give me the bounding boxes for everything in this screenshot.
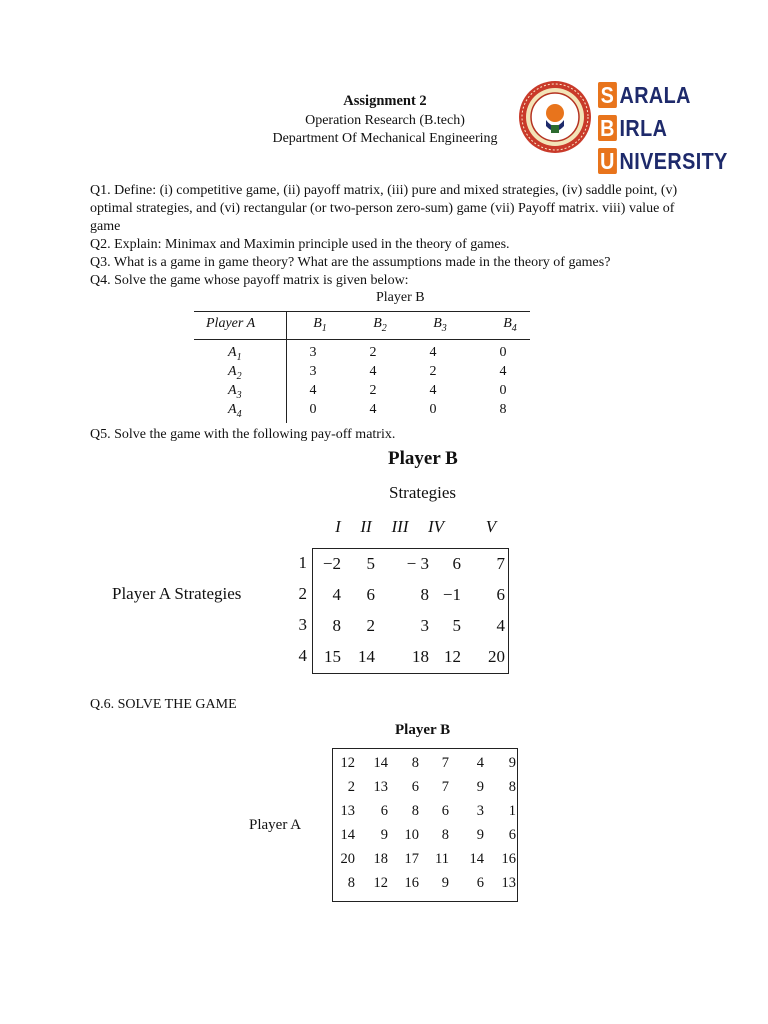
q4-table-cell: 4	[499, 364, 507, 379]
q4-col-header	[366, 316, 394, 334]
q4-row-header-letter: A	[228, 345, 237, 360]
q5-col-header: II	[360, 517, 372, 536]
q4-payoff-table	[194, 311, 530, 423]
q4-row-header-letter: A	[228, 383, 237, 398]
q6-matrix-cell: 4	[476, 755, 484, 771]
q4-col-header-index: 4	[511, 322, 517, 334]
q4-row-header-index: 2	[236, 370, 242, 382]
q6-matrix-cell: 16	[501, 851, 516, 867]
logo-initial: B	[598, 115, 617, 141]
q4-table-cell: 4	[429, 383, 437, 398]
q4-table-cell: 3	[309, 364, 317, 379]
q6-matrix-cell: 8	[347, 875, 355, 891]
q4-table-cell: 0	[499, 383, 507, 398]
q6-matrix-cell: 14	[373, 755, 388, 771]
logo-word: NIVERSITY	[619, 147, 728, 174]
q4-table-cell: 0	[429, 402, 437, 417]
q5-payoff-matrix	[312, 548, 509, 674]
logo-line-sarala	[598, 81, 691, 109]
q4-row-header-letter: A	[228, 402, 237, 417]
q4-col-header-index: 3	[441, 322, 447, 334]
q6-matrix-cell: 3	[476, 803, 484, 819]
q6-matrix-cell: 9	[441, 875, 449, 891]
q4-row-header	[228, 383, 242, 401]
q6-matrix-cell: 6	[411, 779, 419, 795]
course-subtitle: Operation Research (B.tech)	[305, 113, 465, 128]
q5-matrix-cell: 8	[420, 585, 429, 604]
q5-strategies-label: Strategies	[389, 483, 457, 502]
logo-word: ARALA	[619, 81, 691, 108]
q5-matrix-cell: 8	[332, 616, 341, 635]
q6-matrix-cell: 9	[476, 827, 484, 843]
q6-matrix-cell: 12	[373, 875, 388, 891]
q5-row-label: 1	[298, 553, 307, 572]
q5-col-header: V	[485, 517, 497, 536]
table-vertical-rule	[286, 311, 287, 423]
q5-col-header: IV	[427, 517, 445, 536]
q6-payoff-matrix	[332, 748, 518, 902]
q4-col-header-letter: B	[373, 316, 382, 331]
q4-col-header-letter: B	[433, 316, 442, 331]
q4-table-cell: 2	[369, 383, 377, 398]
q6-player-b-title: Player B	[395, 722, 451, 738]
q6-matrix-cell: 6	[508, 827, 516, 843]
q4-table-cell: 2	[369, 345, 377, 360]
q6-matrix-cell: 9	[508, 755, 516, 771]
q4-table-cell: 4	[369, 364, 377, 379]
q6-matrix-cell: 10	[404, 827, 419, 843]
q5-matrix-cell: 5	[366, 554, 375, 573]
question-1: Q1. Define: (i) competitive game, (ii) payoff matrix, (iii) pure and mixed strategies, (iv) saddle point, (v) optimal strategies, and (vi) rectangular (or two-person zero-sum) game (vii) Payoff matrix. viii) value of game	[90, 183, 678, 234]
logo-line-university	[598, 147, 728, 175]
q6-matrix-cell: 13	[340, 803, 355, 819]
q5-row-label: 3	[298, 615, 307, 634]
question-4: Q4. Solve the game whose payoff matrix is given below:	[90, 273, 409, 288]
q4-table-cell: 0	[309, 402, 317, 417]
q4-table-cell: 4	[429, 345, 437, 360]
q6-matrix-cell: 11	[435, 851, 449, 867]
q6-matrix-cell: 14	[340, 827, 355, 843]
question-3: Q3. What is a game in game theory? What are the assumptions made in the theory of games?	[90, 255, 611, 270]
q6-matrix-cell: 6	[441, 803, 449, 819]
q6-matrix-cell: 7	[441, 779, 449, 795]
q6-matrix-cell: 8	[508, 779, 516, 795]
q6-matrix-cell: 8	[411, 803, 419, 819]
q4-row-header-index: 4	[236, 408, 242, 420]
q5-player-a-label: Player A Strategies	[112, 584, 242, 603]
q6-matrix-cell: 8	[411, 755, 419, 771]
q5-matrix-cell: 7	[496, 554, 505, 573]
q5-matrix-cell: 15	[324, 647, 341, 666]
q5-matrix-cell: 20	[488, 647, 505, 666]
q6-matrix-cell: 13	[373, 779, 388, 795]
logo-initial: U	[598, 148, 617, 174]
logo-initial: S	[598, 82, 617, 108]
q4-table-cell: 3	[309, 345, 317, 360]
q4-col-header	[306, 316, 334, 334]
q4-col-header-letter: B	[503, 316, 512, 331]
q6-matrix-cell: 13	[501, 875, 516, 891]
q5-matrix-cell: 4	[332, 585, 341, 604]
q5-matrix-cell: 14	[358, 647, 375, 666]
q4-col-header	[496, 316, 524, 334]
q5-matrix-cell: 6	[452, 554, 461, 573]
q6-matrix-cell: 9	[380, 827, 388, 843]
q4-row-header-letter: A	[228, 364, 237, 379]
q5-row-label: 2	[298, 584, 307, 603]
logo-line-birla	[598, 114, 667, 142]
q6-matrix-cell: 7	[441, 755, 449, 771]
university-seal-logo	[518, 80, 592, 154]
q4-row-header	[228, 364, 242, 382]
q4-col-header-index: 2	[381, 322, 387, 334]
q6-player-a-label: Player A	[249, 817, 302, 833]
department-name: Department Of Mechanical Engineering	[272, 131, 498, 146]
q4-corner-label: Player A	[206, 316, 256, 331]
q5-matrix-cell: 12	[444, 647, 461, 666]
question-2: Q2. Explain: Minimax and Maximin principle used in the theory of games.	[90, 237, 510, 252]
q4-row-header	[228, 402, 242, 420]
q4-col-header	[426, 316, 454, 334]
q6-matrix-cell: 12	[340, 755, 355, 771]
q6-matrix-cell: 1	[508, 803, 516, 819]
q5-matrix-cell: 4	[496, 616, 505, 635]
q4-row-header	[228, 345, 242, 363]
q4-row-header-index: 3	[236, 389, 242, 401]
q6-matrix-cell: 6	[380, 803, 388, 819]
table-header-rule	[194, 339, 530, 340]
q4-col-header-index: 1	[321, 322, 327, 334]
q5-player-b-title: Player B	[388, 448, 458, 469]
table-top-rule	[194, 311, 530, 312]
q6-matrix-cell: 6	[476, 875, 484, 891]
q5-matrix-cell: 6	[366, 585, 375, 604]
q4-table-cell: 4	[369, 402, 377, 417]
q4-table-cell: 2	[429, 364, 437, 379]
q5-matrix-cell: −1	[442, 585, 461, 604]
q5-col-header: III	[391, 517, 409, 536]
q5-matrix-cell: − 3	[406, 554, 429, 573]
q5-matrix-cell: 5	[452, 616, 461, 635]
q6-matrix-cell: 2	[347, 779, 355, 795]
assignment-title: Assignment 2	[343, 93, 427, 109]
q6-matrix-cell: 17	[404, 851, 419, 867]
q5-row-label: 4	[298, 646, 307, 665]
logo-word: IRLA	[619, 114, 668, 141]
q4-player-b-caption: Player B	[376, 290, 425, 305]
q6-matrix-cell: 8	[441, 827, 449, 843]
q6-matrix-cell: 9	[476, 779, 484, 795]
q4-table-cell: 4	[309, 383, 317, 398]
q6-matrix-cell: 16	[404, 875, 419, 891]
q5-matrix-cell: −2	[322, 554, 341, 573]
q5-matrix-cell: 6	[496, 585, 505, 604]
q6-matrix-cell: 14	[469, 851, 484, 867]
q5-col-header: I	[335, 517, 341, 536]
q4-col-header-letter: B	[313, 316, 322, 331]
q4-table-cell: 0	[499, 345, 507, 360]
q5-matrix-cell: 2	[366, 616, 375, 635]
q6-matrix-cell: 20	[340, 851, 355, 867]
q4-table-cell: 8	[499, 402, 507, 417]
q5-matrix-cell: 18	[412, 647, 429, 666]
q5-matrix-cell: 3	[420, 616, 429, 635]
q4-row-header-index: 1	[236, 351, 242, 363]
question-6: Q.6. SOLVE THE GAME	[90, 697, 237, 712]
question-5: Q5. Solve the game with the following pay-off matrix.	[90, 427, 396, 442]
q6-matrix-cell: 18	[373, 851, 388, 867]
